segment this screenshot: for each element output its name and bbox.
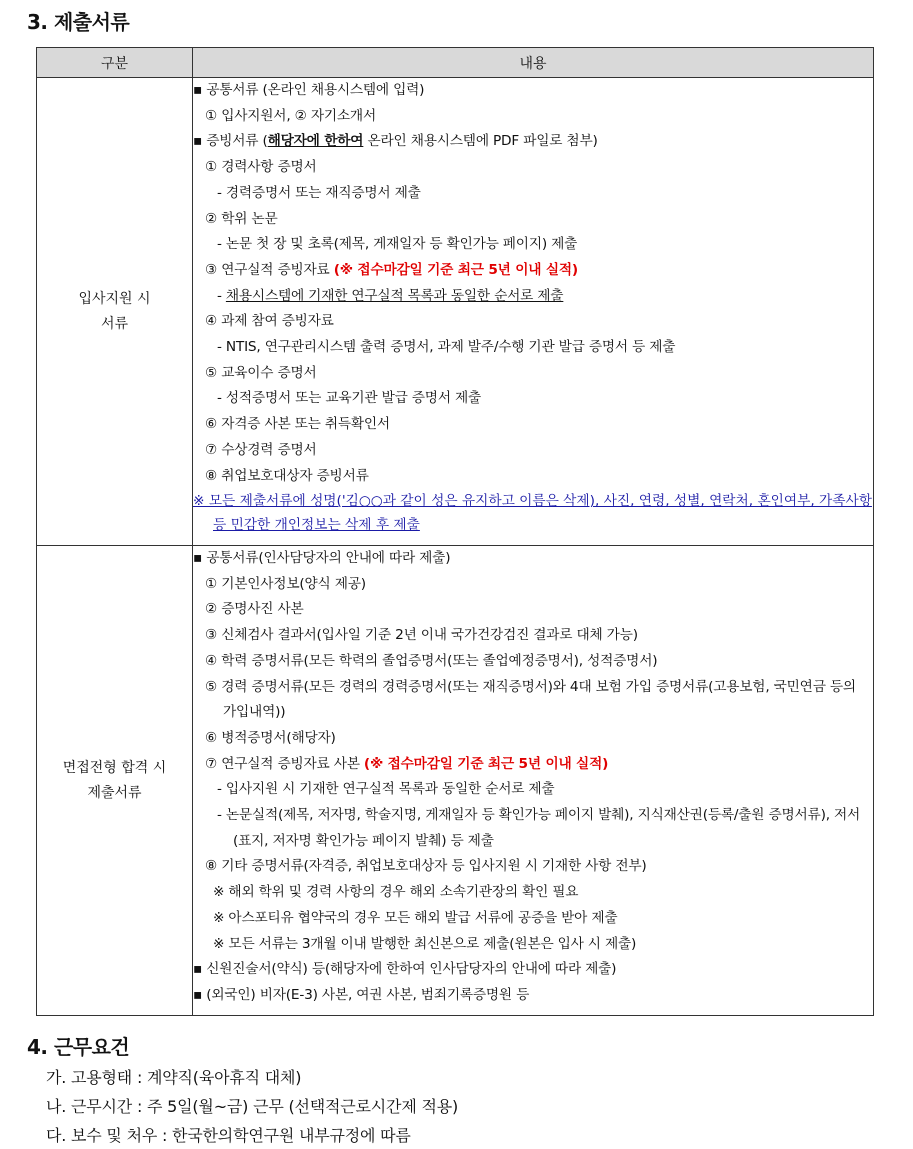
list-item: ⑧ 취업보호대상자 증빙서류 <box>205 467 369 484</box>
highlight-text: (※ 접수마감일 기준 최근 5년 이내 실적) <box>363 755 609 772</box>
category-application <box>37 78 193 546</box>
list-item: - 경력증명서 또는 재직증명서 제출 <box>217 184 421 201</box>
text-span: ⑦ 연구실적 증빙자료 사본 <box>205 755 364 772</box>
category-label-line2: 서류 <box>100 315 129 332</box>
header-content: 내용 <box>193 48 874 78</box>
list-item: ⑥ 자격증 사본 또는 취득확인서 <box>205 416 390 433</box>
list-item: ① 기본인사정보(양식 제공) <box>205 575 366 592</box>
list-item: - NTIS, 연구관리시스템 출력 증명서, 과제 발주/수행 기관 발급 증명서 등 제출 <box>217 339 676 356</box>
requirement-work-hours: 나. 근무시간 : 주 5일(월~금) 근무 (선택적근로시간제 적용) <box>46 1097 459 1116</box>
list-item <box>193 129 873 155</box>
list-item: ⑧ 기타 증명서류(자격증, 취업보호대상자 등 입사지원 시 기재한 사항 전부) <box>205 858 647 875</box>
text-span: ③ 연구실적 증빙자료 <box>205 261 334 278</box>
section-3-title: 3. 제출서류 <box>27 10 130 34</box>
list-item: ② 증명사진 사본 <box>205 601 304 618</box>
list-item: ① 입사지원서, ② 자기소개서 <box>205 107 376 124</box>
table-row-application <box>37 78 874 546</box>
list-item: ⑤ 경력 증명서류(모든 경력의 경력증명서(또는 재직증명서)와 4대 보험 가입 증명서류(고용보험, 국민연금 등의 가입내역)) <box>205 678 856 721</box>
list-item: ③ 신체검사 결과서(입사일 기준 2년 이내 국가건강검진 결과로 대체 가능) <box>205 627 638 644</box>
text-span: - <box>217 287 226 304</box>
list-item: ⑦ 수상경력 증명서 <box>205 441 317 458</box>
content-interview <box>193 546 874 1016</box>
category-interview <box>37 546 193 1016</box>
requirement-compensation: 다. 보수 및 처우 : 한국한의학연구원 내부규정에 따름 <box>46 1126 411 1145</box>
header-category: 구분 <box>37 48 193 78</box>
list-item: - 논문실적(제목, 저자명, 학술지명, 게재일자 등 확인가능 페이지 발췌), 지식재산권(등록/출원 증명서류), 저서(표지, 저자명 확인가능 페이지 발췌) 등 제출 <box>217 807 861 849</box>
list-item: ④ 과제 참여 증빙자료 <box>205 313 334 330</box>
table-row-interview <box>37 546 874 1016</box>
category-label-line2: 제출서류 <box>87 784 142 801</box>
list-item <box>193 258 873 284</box>
requirement-employment-type: 가. 고용형태 : 계약직(육아휴직 대체) <box>46 1068 302 1087</box>
list-item: ※ 모든 서류는 3개월 이내 발행한 최신본으로 제출(원본은 입사 시 제출) <box>213 935 637 952</box>
emphasis-text: 해당자에 한하여 <box>267 133 364 150</box>
list-item <box>193 752 873 778</box>
list-item: ※ 아스포티유 협약국의 경우 모든 해외 발급 서류에 공증을 받아 제출 <box>213 909 618 926</box>
list-item: ▪ 공통서류 (온라인 채용시스템에 입력) <box>193 82 425 98</box>
list-item: ④ 학력 증명서류(모든 학력의 졸업증명서(또는 졸업예정증명서), 성적증명서) <box>205 652 658 669</box>
table-header-row <box>37 48 874 78</box>
documents-table <box>36 47 874 1016</box>
list-item: ⑤ 교육이수 증명서 <box>205 364 317 381</box>
category-label-line1: 입사지원 시 <box>78 290 151 307</box>
list-item: - 입사지원 시 기재한 연구실적 목록과 동일한 순서로 제출 <box>217 781 555 798</box>
highlight-text: (※ 접수마감일 기준 최근 5년 이내 실적) <box>333 261 578 278</box>
list-item: - 성적증명서 또는 교육기관 발급 증명서 제출 <box>217 390 482 407</box>
list-item: ① 경력사항 증명서 <box>205 159 317 176</box>
list-item: - 논문 첫 장 및 초록(제목, 게재일자 등 확인가능 페이지) 제출 <box>217 236 578 253</box>
list-item: ※ 해외 학위 및 경력 사항의 경우 해외 소속기관장의 확인 필요 <box>213 884 579 901</box>
category-label-line1: 면접전형 합격 시 <box>62 759 167 776</box>
section-4-title: 4. 근무요건 <box>27 1035 130 1059</box>
list-item: ▪ 공통서류(인사담당자의 안내에 따라 제출) <box>193 550 451 566</box>
privacy-note: ※ 모든 제출서류에 성명('김○○과 같이 성은 유지하고 이름은 삭제), 사진, 연령, 성별, 연락처, 혼인여부, 가족사항 등 민감한 개인정보는 삭제 후 제출 <box>193 493 872 534</box>
list-item: ▪ 신원진술서(약식) 등(해당자에 한하여 인사담당자의 안내에 따라 제출) <box>193 961 617 978</box>
list-item: ▪ (외국인) 비자(E-3) 사본, 여권 사본, 범죄기록증명원 등 <box>193 986 530 1003</box>
content-application <box>193 78 874 546</box>
list-item: ⑥ 병적증명서(해당자) <box>205 729 336 746</box>
list-item: ② 학위 논문 <box>205 210 278 227</box>
underlined-text: 채용시스템에 기재한 연구실적 목록과 동일한 순서로 제출 <box>225 287 564 304</box>
text-span: 온라인 채용시스템에 PDF 파일로 첨부) <box>363 133 598 150</box>
text-span: ▪ 증빙서류 ( <box>193 133 268 150</box>
list-item <box>193 284 873 310</box>
